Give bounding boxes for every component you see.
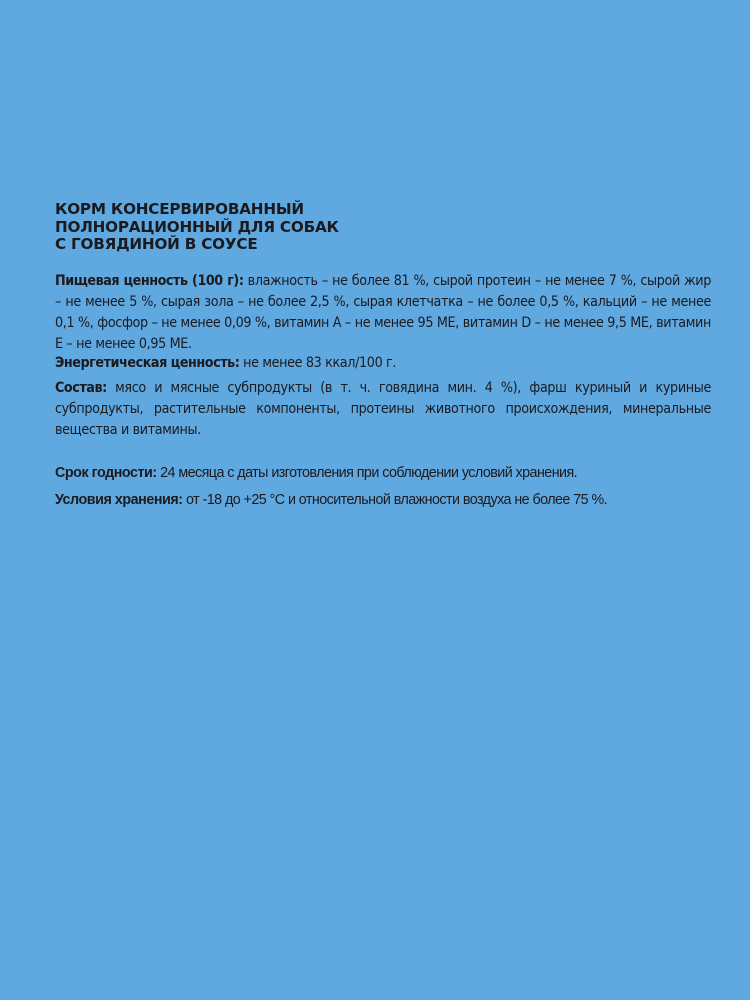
product-title-line-3: С ГОВЯДИНОЙ В СОУСЕ <box>55 235 258 253</box>
composition-label: Состав: <box>55 380 107 396</box>
product-title-line-2: ПОЛНОРАЦИОННЫЙ ДЛЯ СОБАК <box>55 217 339 236</box>
composition-paragraph <box>55 378 711 441</box>
composition-text: мясо и мясные субпродукты (в т. ч. говядина мин. 4 %), фарш куриный и куриные субпродукты, растительные компоненты, протеины животного происхождения, минеральные вещества и витамины. <box>55 380 711 438</box>
energy-label: Энергетическая ценность: <box>55 355 240 371</box>
shelf-life-text: 24 месяца с даты изготовления при соблюдении условий хранения. <box>156 465 578 481</box>
energy-text: не менее 83 ккал/100 г. <box>239 355 397 371</box>
nutrition-text: влажность – не более 81 %, сырой протеин – не менее 7 %, сырой жир – не менее 5 %, сырая зола – не более 2,5 %, сырая клетчатка – не более 0,5 %, кальций – не менее 0,1 %, фосфор – не менее 0,09 %, витамин А – не менее 95 МЕ, витамин D – не менее 9,5 МЕ, витамин Е – не менее 0,95 МЕ. <box>55 273 711 352</box>
shelf-life-paragraph <box>55 463 711 483</box>
energy-paragraph <box>55 353 711 374</box>
storage-paragraph <box>55 490 711 510</box>
product-label <box>55 0 711 1000</box>
storage-text: от -18 до +25 °С и относительной влажности воздуха не более 75 %. <box>182 492 608 508</box>
product-title <box>55 201 455 254</box>
nutrition-label: Пищевая ценность (100 г): <box>55 273 244 289</box>
nutrition-paragraph <box>55 271 711 355</box>
storage-label: Условия хранения: <box>55 492 183 508</box>
product-title-line-1: КОРМ КОНСЕРВИРОВАННЫЙ <box>55 200 304 218</box>
shelf-life-label: Срок годности: <box>55 465 157 481</box>
